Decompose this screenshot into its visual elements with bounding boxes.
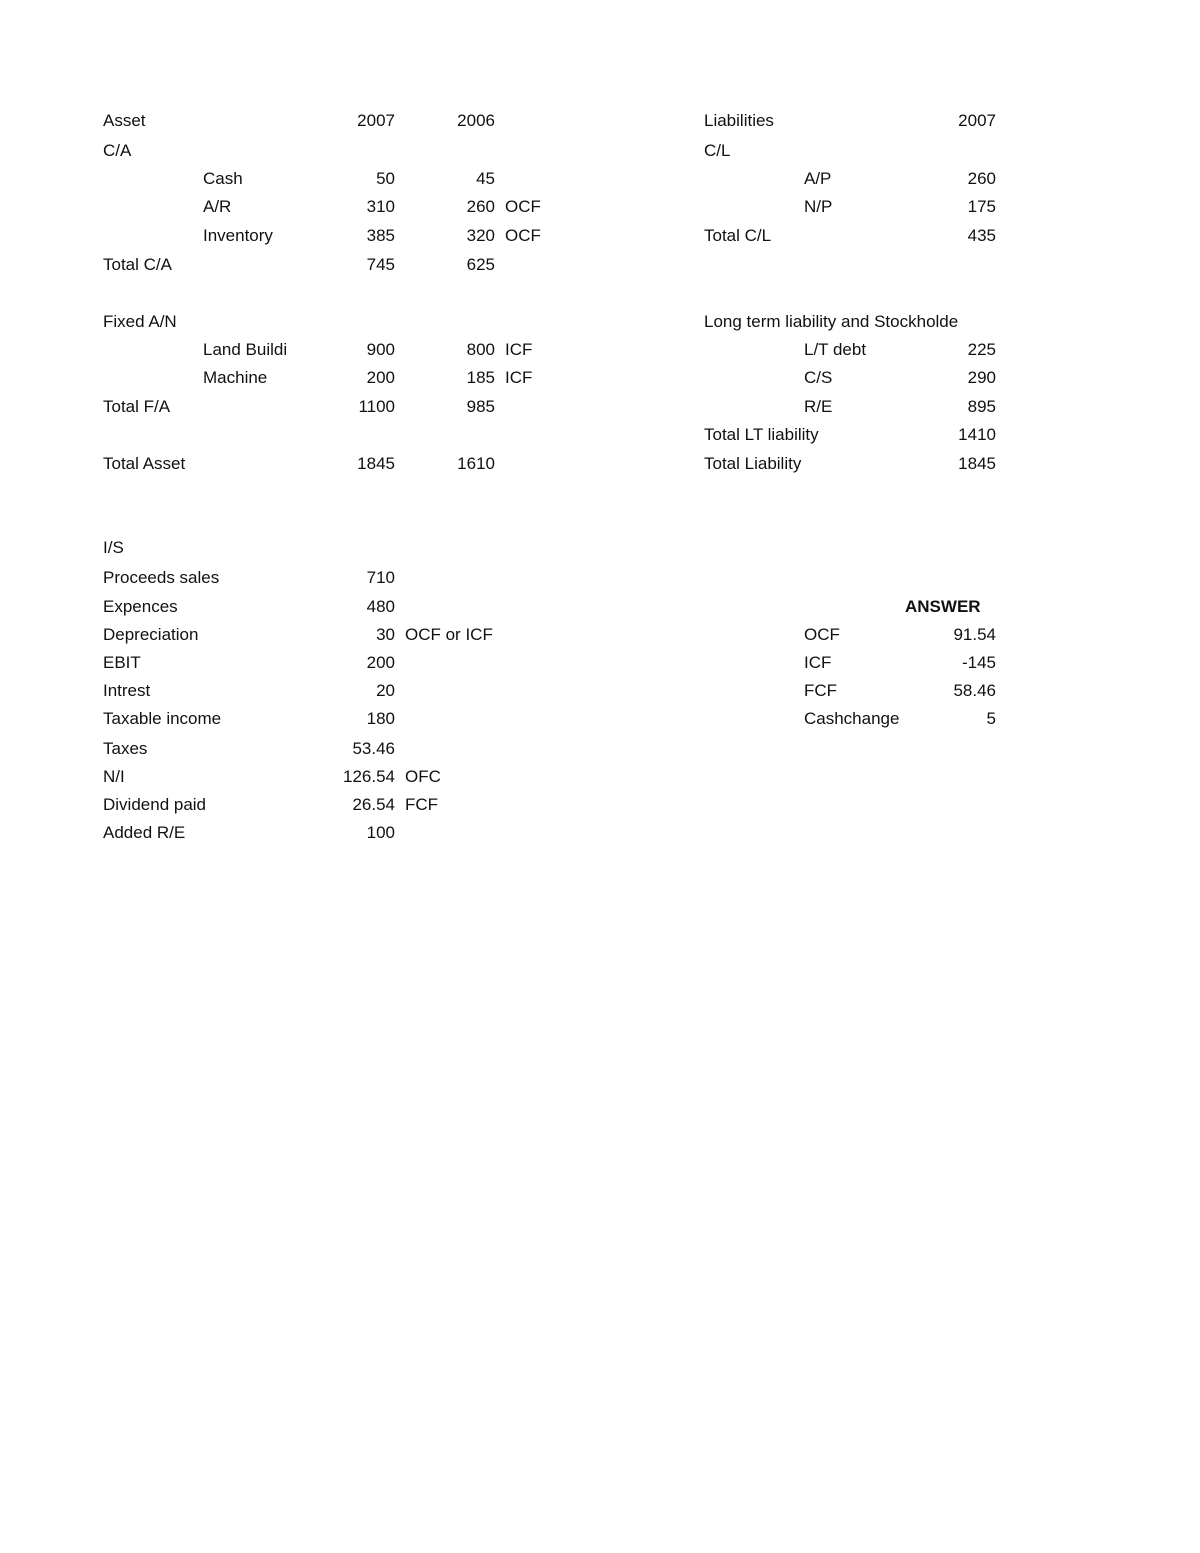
is-row-value: 480 [366, 597, 395, 616]
is-row-label: Added R/E [103, 823, 186, 842]
asset-row-2006: 260 [466, 197, 495, 216]
long-term-row-label: L/T debt [804, 340, 867, 359]
fixed-asset-row-label: Land Buildi [203, 340, 288, 359]
answer-title: ANSWER [905, 597, 981, 616]
is-row-value: 180 [366, 709, 395, 728]
asset-row-2007: 310 [366, 197, 395, 216]
liability-row-2007: 175 [967, 197, 996, 216]
fixed-asset-row-label: Machine [203, 368, 268, 387]
answer-row-label: OCF [804, 625, 840, 644]
total-asset-label: Total Asset [103, 454, 186, 473]
fixed-asset-row-2006: 800 [466, 340, 495, 359]
total-current-assets-label: Total C/A [103, 255, 172, 274]
total-asset-2006: 1610 [457, 454, 495, 473]
is-row-tag: OCF or ICF [405, 625, 493, 644]
total-current-assets-2006: 625 [466, 255, 495, 274]
total-liability-label: Total Liability [704, 454, 802, 473]
total-lt-liability-label: Total LT liability [704, 425, 819, 444]
fixed-asset-row-2007: 900 [366, 340, 395, 359]
total-current-liabilities-2007: 435 [967, 226, 996, 245]
is-row-label: N/I [103, 767, 125, 786]
answer-row-value: 91.54 [953, 625, 996, 644]
asset-header-label: Asset [103, 111, 146, 130]
is-row-label: EBIT [103, 653, 141, 672]
asset-row-2007: 385 [366, 226, 395, 245]
fixed-asset-row-tag: ICF [505, 368, 533, 387]
asset-row-tag: OCF [505, 226, 541, 245]
long-term-row-2007: 895 [967, 397, 996, 416]
asset-row-tag: OCF [505, 197, 541, 216]
answer-row-label: FCF [804, 681, 838, 700]
is-row-tag: OFC [405, 767, 441, 786]
asset-row-2006: 45 [476, 169, 495, 188]
current-liabilities-label: C/L [704, 141, 731, 160]
total-fixed-assets-2006: 985 [466, 397, 495, 416]
answer-row-value: 5 [986, 709, 996, 728]
answer-row-label: ICF [804, 653, 832, 672]
liability-row-2007: 260 [967, 169, 996, 188]
total-liability-2007: 1845 [958, 454, 996, 473]
fixed-assets-label: Fixed A/N [103, 312, 177, 331]
asset-header-2007: 2007 [357, 111, 395, 130]
current-assets-label: C/A [103, 141, 132, 160]
asset-row-label: A/R [203, 197, 232, 216]
is-row-tag: FCF [405, 795, 439, 814]
is-row-label: Proceeds sales [103, 568, 220, 587]
long-term-row-label: R/E [804, 397, 833, 416]
total-lt-liability-2007: 1410 [958, 425, 996, 444]
long-term-row-label: C/S [804, 368, 833, 387]
is-row-value: 20 [376, 681, 395, 700]
total-fixed-assets-2007: 1100 [358, 397, 395, 416]
is-row-label: Expences [103, 597, 178, 616]
asset-header-2006: 2006 [457, 111, 495, 130]
liabilities-header-label: Liabilities [704, 111, 774, 130]
income-statement-title: I/S [103, 538, 124, 557]
fixed-asset-row-tag: ICF [505, 340, 533, 359]
total-asset-2007: 1845 [357, 454, 395, 473]
liabilities-header-2007: 2007 [958, 111, 996, 130]
is-row-label: Taxes [103, 739, 148, 758]
is-row-label: Taxable income [103, 709, 222, 728]
fixed-asset-row-2007: 200 [366, 368, 395, 387]
is-row-value: 30 [376, 625, 395, 644]
liability-row-label: N/P [804, 197, 833, 216]
long-term-row-2007: 225 [967, 340, 996, 359]
asset-row-2006: 320 [466, 226, 495, 245]
asset-row-2007: 50 [376, 169, 395, 188]
is-row-value: 710 [366, 568, 395, 587]
total-current-assets-2007: 745 [366, 255, 395, 274]
is-row-label: Depreciation [103, 625, 199, 644]
asset-row-label: Inventory [203, 226, 273, 245]
liability-row-label: A/P [804, 169, 832, 188]
asset-row-label: Cash [203, 169, 243, 188]
is-row-value: 100 [366, 823, 395, 842]
long-term-row-2007: 290 [967, 368, 996, 387]
is-row-value: 126.54 [343, 767, 395, 786]
answer-row-label: Cashchange [804, 709, 900, 728]
is-row-value: 200 [366, 653, 395, 672]
long-term-liabilities-label: Long term liability and Stockholde [704, 312, 959, 331]
total-current-liabilities-label: Total C/L [704, 226, 772, 245]
answer-row-value: 58.46 [953, 681, 996, 700]
is-row-label: Dividend paid [103, 795, 207, 814]
is-row-label: Intrest [103, 681, 151, 700]
answer-row-value: -145 [961, 653, 996, 672]
total-fixed-assets-label: Total F/A [103, 397, 171, 416]
is-row-value: 53.46 [352, 739, 395, 758]
is-row-value: 26.54 [352, 795, 395, 814]
fixed-asset-row-2006: 185 [466, 368, 495, 387]
